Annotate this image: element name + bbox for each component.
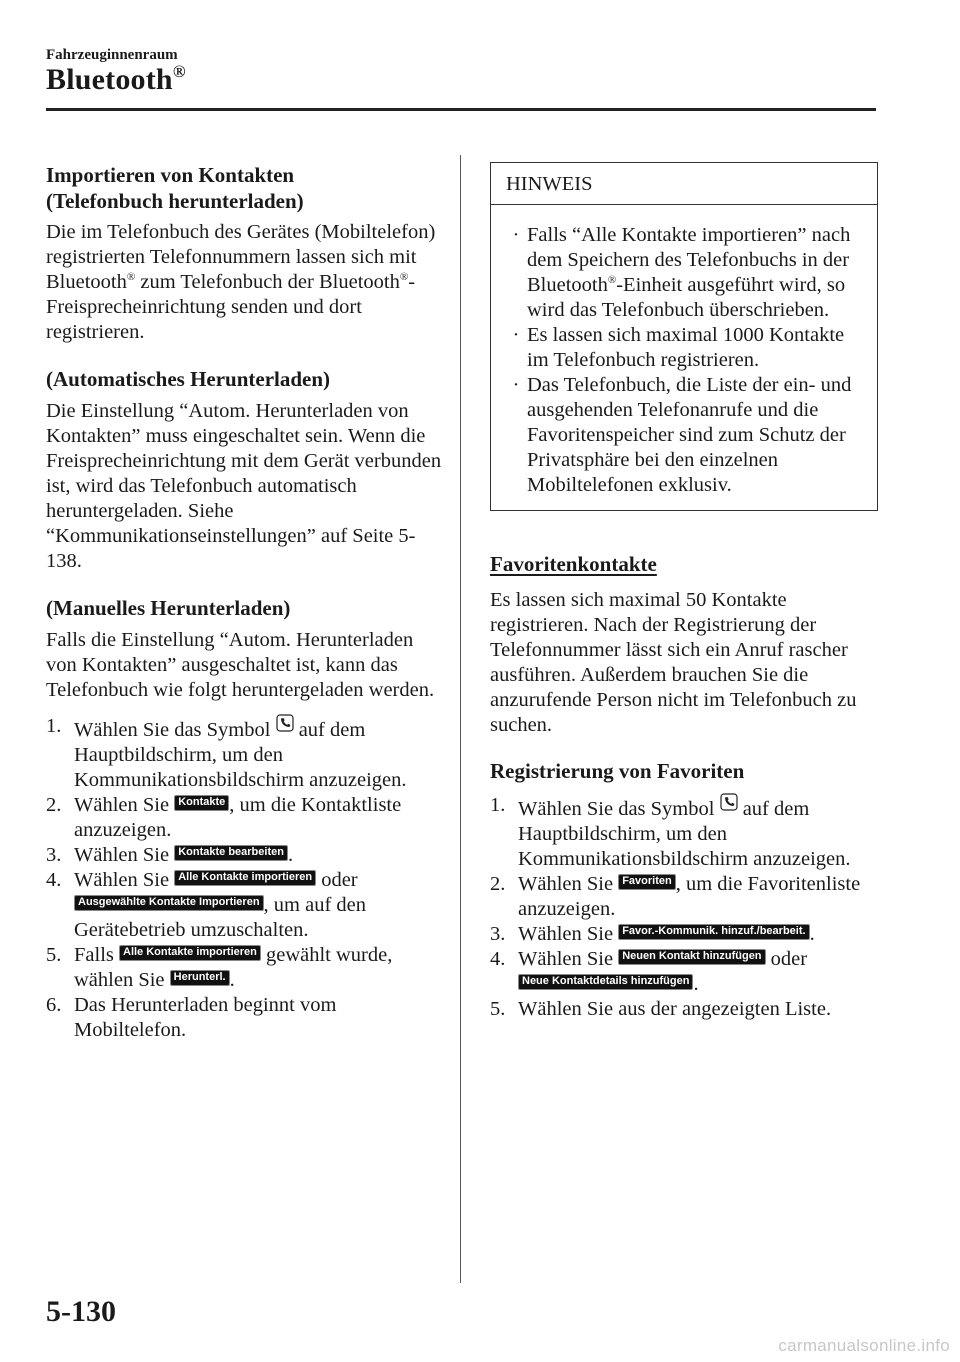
list-item: 2. Wählen Sie Kontakte , um die Kontaktliste anzuzeigen. xyxy=(46,794,402,841)
column-divider xyxy=(460,155,461,1283)
note-list xyxy=(505,223,863,498)
favoriten-button[interactable]: Favoriten xyxy=(618,874,676,890)
page-title-text: Bluetooth xyxy=(46,63,173,96)
list-item: · Falls “Alle Kontakte importieren” nach dem Speichern des Telefonbuchs in der Bluetooth®-Einheit ausgeführt wird, so wird das Telefonbuch überschrieben. xyxy=(512,224,851,321)
favorites-text: Es lassen sich maximal 50 Kontakte registrieren. Nach der Registrierung der Telefonnummer lässt sich ein Anruf rascher ausführen. Außerdem brauchen Sie die anzurufende Person nicht im Telefonbuch zu suchen. xyxy=(490,589,857,736)
kontakte-bearbeiten-button[interactable]: Kontakte bearbeiten xyxy=(174,845,288,861)
left-column xyxy=(46,162,444,1043)
favoriten-hinzufuegen-button[interactable]: Favor.-Kommunik. hinzuf./bearbeit. xyxy=(618,924,809,940)
list-item: 4. Wählen Sie Alle Kontakte importieren oder Ausgewählte Kontakte Importieren , um auf den Gerätebetrieb umzuschalten. xyxy=(46,869,367,941)
neuen-kontakt-hinzufuegen-button[interactable]: Neuen Kontakt hinzufügen xyxy=(618,949,765,965)
list-item: 5. Wählen Sie aus der angezeigten Liste. xyxy=(490,998,832,1020)
note-label: HINWEIS xyxy=(491,163,877,205)
list-item: 3. Wählen Sie Kontakte bearbeiten . xyxy=(46,844,294,866)
list-item: 4. Wählen Sie Neuen Kontakt hinzufügen oder Neue Kontaktdetails hinzufügen . xyxy=(490,948,808,995)
herunterladen-button[interactable]: Herunterl. xyxy=(170,970,230,986)
phone-icon xyxy=(720,793,738,811)
title-rule xyxy=(46,108,876,111)
manual-download-heading: (Manuelles Herunterladen) xyxy=(46,596,291,620)
ausgewaehlte-kontakte-importieren-button[interactable]: Ausgewählte Kontakte Importieren xyxy=(74,895,264,911)
section-label: Fahrzeuginnenraum xyxy=(46,47,178,63)
registered-mark: ® xyxy=(172,62,186,81)
favorites-heading: Favoritenkontakte xyxy=(490,552,657,576)
page-title xyxy=(46,62,186,97)
kontakte-button[interactable]: Kontakte xyxy=(174,795,229,811)
favorites-registration-heading: Registrierung von Favoriten xyxy=(490,759,745,783)
list-item: 1. Wählen Sie das Symbol auf dem Hauptbildschirm, um den Kommunikationsbildschirm anzuzeigen. xyxy=(46,715,407,791)
manual-download-steps xyxy=(46,714,444,1043)
note-box xyxy=(490,162,878,511)
list-item: · Das Telefonbuch, die Liste der ein- und ausgehenden Telefonanrufe und die Favoritenspeicher sind zum Schutz der Privatsphäre bei den einzelnen Mobiltelefonen exklusiv. xyxy=(512,374,852,496)
list-item: 5. Falls Alle Kontakte importieren gewählt wurde, wählen Sie Herunterl. . xyxy=(46,944,393,991)
import-heading: Importieren von Kontakten (Telefonbuch herunterladen) xyxy=(46,163,304,213)
alle-kontakte-importieren-button[interactable]: Alle Kontakte importieren xyxy=(174,870,316,886)
auto-download-text: Die Einstellung “Autom. Herunterladen von Kontakten” muss eingeschaltet sein. Wenn die Freisprecheinrichtung mit dem Gerät verbunden ist, wird das Telefonbuch automatisch heruntergeladen. Siehe “Kommunikationseinstellungen” auf Seite 5-138. xyxy=(46,400,442,572)
list-item: · Es lassen sich maximal 1000 Kontakte im Telefonbuch registrieren. xyxy=(512,324,845,371)
watermark: carmanualsonline.info xyxy=(778,1336,950,1355)
manual-download-text: Falls die Einstellung “Autom. Herunterladen von Kontakten” ausgeschaltet ist, kann das Telefonbuch wie folgt heruntergeladen werden. xyxy=(46,629,435,701)
list-item: 2. Wählen Sie Favoriten , um die Favoritenliste anzuzeigen. xyxy=(490,873,861,920)
list-item: 3. Wählen Sie Favor.-Kommunik. hinzuf./bearbeit. . xyxy=(490,923,815,945)
auto-download-heading: (Automatisches Herunterladen) xyxy=(46,367,331,391)
neue-kontaktdetails-hinzufuegen-button[interactable]: Neue Kontaktdetails hinzufügen xyxy=(518,974,693,990)
import-intro: Die im Telefonbuch des Gerätes (Mobiltelefon) registrierten Telefonnummern lassen sich mit Bluetooth® zum Telefonbuch der Bluetooth®-Freisprecheinrichtung senden und dort registrieren. xyxy=(46,221,436,343)
favorites-steps xyxy=(490,793,878,1022)
phone-icon xyxy=(276,714,294,732)
right-column xyxy=(490,162,878,1022)
alle-kontakte-importieren-button[interactable]: Alle Kontakte importieren xyxy=(119,945,261,961)
page-number: 5-130 xyxy=(46,1295,116,1328)
list-item: 6. Das Herunterladen beginnt vom Mobiltelefon. xyxy=(46,994,337,1041)
list-item: 1. Wählen Sie das Symbol auf dem Hauptbildschirm, um den Kommunikationsbildschirm anzuzeigen. xyxy=(490,794,851,870)
